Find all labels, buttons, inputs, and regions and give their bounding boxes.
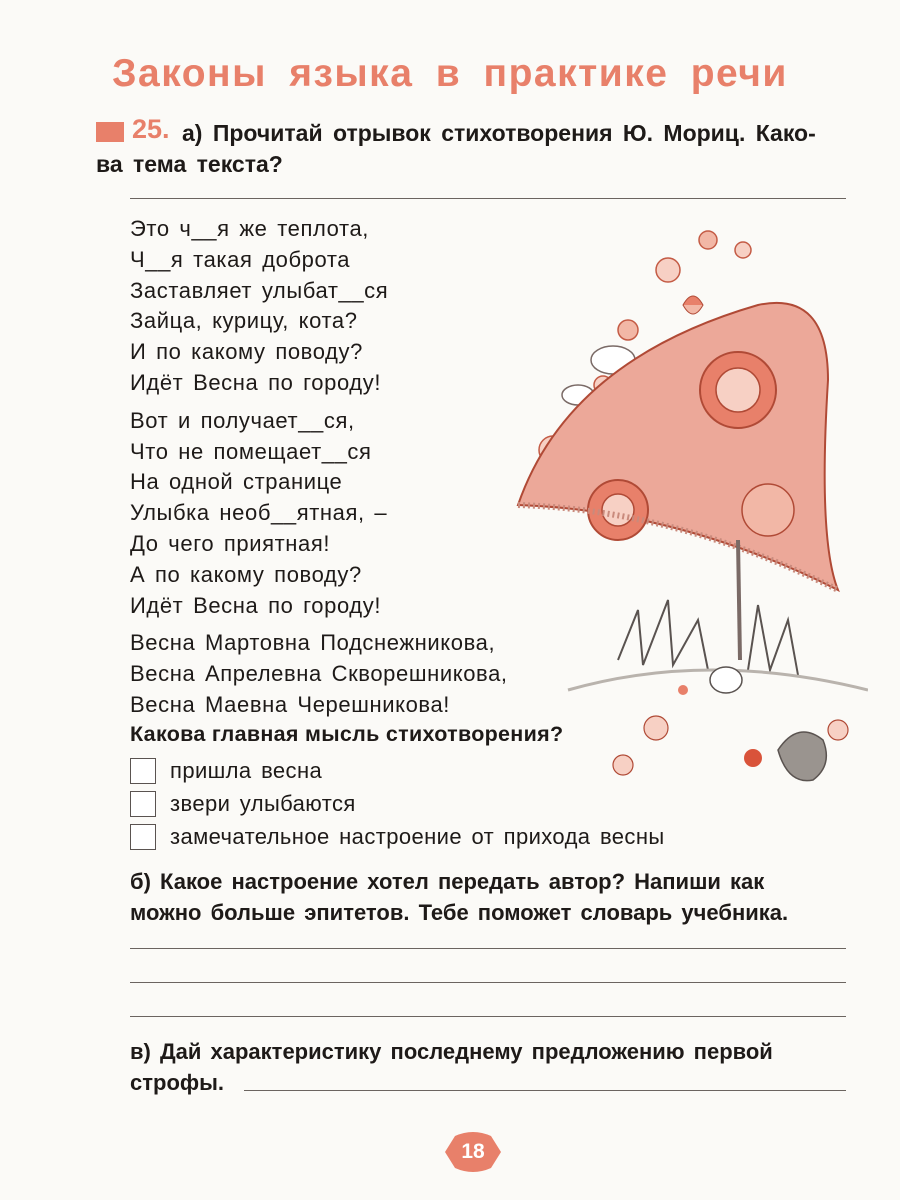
- poem-line: Заставляет улыбат__ся: [130, 277, 389, 303]
- page-number-badge: [445, 1130, 501, 1174]
- poem-stanza-3: [130, 628, 508, 720]
- checkbox[interactable]: [130, 824, 156, 850]
- poem-line: И по какому поводу?: [130, 339, 363, 365]
- poem-line: Это ч__я же теплота,: [130, 216, 370, 241]
- answer-line-characteristic[interactable]: [244, 1090, 846, 1091]
- page-number: 18: [461, 1140, 485, 1163]
- task-instruction-line1: а) Прочитай отрывок стихотворения Ю. Мориц. Како-: [182, 120, 816, 146]
- option-wonderful-mood[interactable]: [130, 820, 665, 853]
- answer-line-epithets-3[interactable]: [130, 1016, 846, 1017]
- option-label: звери улыбаются: [170, 790, 356, 816]
- shawl-decoration: [518, 303, 838, 660]
- poem-line: Ч__я такая доброта: [130, 246, 351, 272]
- part-v-line2: строфы.: [130, 1070, 225, 1095]
- poem-stanza-1: [130, 214, 508, 399]
- option-label: пришла весна: [170, 757, 323, 783]
- poem-line: Весна Апрелевна Скворешникова,: [130, 661, 508, 687]
- part-v-line1: в) Дай характеристику последнему предложению первой: [130, 1039, 773, 1064]
- option-label: замечательное настроение от прихода весны: [170, 823, 665, 849]
- answer-line-epithets-2[interactable]: [130, 982, 846, 983]
- option-animals-smile[interactable]: [130, 787, 665, 820]
- answer-line-epithets-1[interactable]: [130, 948, 846, 949]
- poem-line: Зайца, курицу, кота?: [130, 308, 358, 334]
- poem-line: Весна Маевна Черешникова!: [130, 691, 450, 717]
- task-part-v: [130, 1036, 850, 1098]
- checkbox[interactable]: [130, 791, 156, 817]
- poem-line: На одной странице: [130, 469, 343, 495]
- poem-line: До чего приятная!: [130, 530, 331, 556]
- poem-line: Идёт Весна по городу!: [130, 592, 382, 618]
- poem-line: Весна Мартовна Подснежникова,: [130, 630, 496, 656]
- page-title: Законы языка в практике речи: [112, 52, 788, 95]
- task-marker-square: [96, 122, 124, 142]
- task-number: 25.: [132, 114, 170, 144]
- task-part-b: [130, 866, 850, 928]
- task-instruction-line2: ва тема текста?: [96, 151, 283, 177]
- answer-options: [130, 754, 665, 853]
- poem-line: Вот и получает__ся,: [130, 407, 355, 433]
- option-spring-came[interactable]: [130, 754, 665, 787]
- poem: [130, 214, 508, 728]
- poem-stanza-2: [130, 406, 508, 622]
- main-idea-question: Какова главная мысль стихотворения?: [130, 722, 564, 746]
- part-b-line2: можно больше эпитетов. Тебе поможет словарь учебника.: [130, 900, 789, 925]
- poem-line: Улыбка необ__ятная, –: [130, 500, 388, 526]
- poem-line: Что не помещает__ся: [130, 438, 372, 464]
- poem-line: Идёт Весна по городу!: [130, 369, 382, 395]
- answer-line-theme[interactable]: [130, 198, 846, 199]
- checkbox[interactable]: [130, 758, 156, 784]
- poem-line: А по какому поводу?: [130, 561, 362, 587]
- part-b-line1: б) Какое настроение хотел передать автор? Напиши как: [130, 869, 765, 894]
